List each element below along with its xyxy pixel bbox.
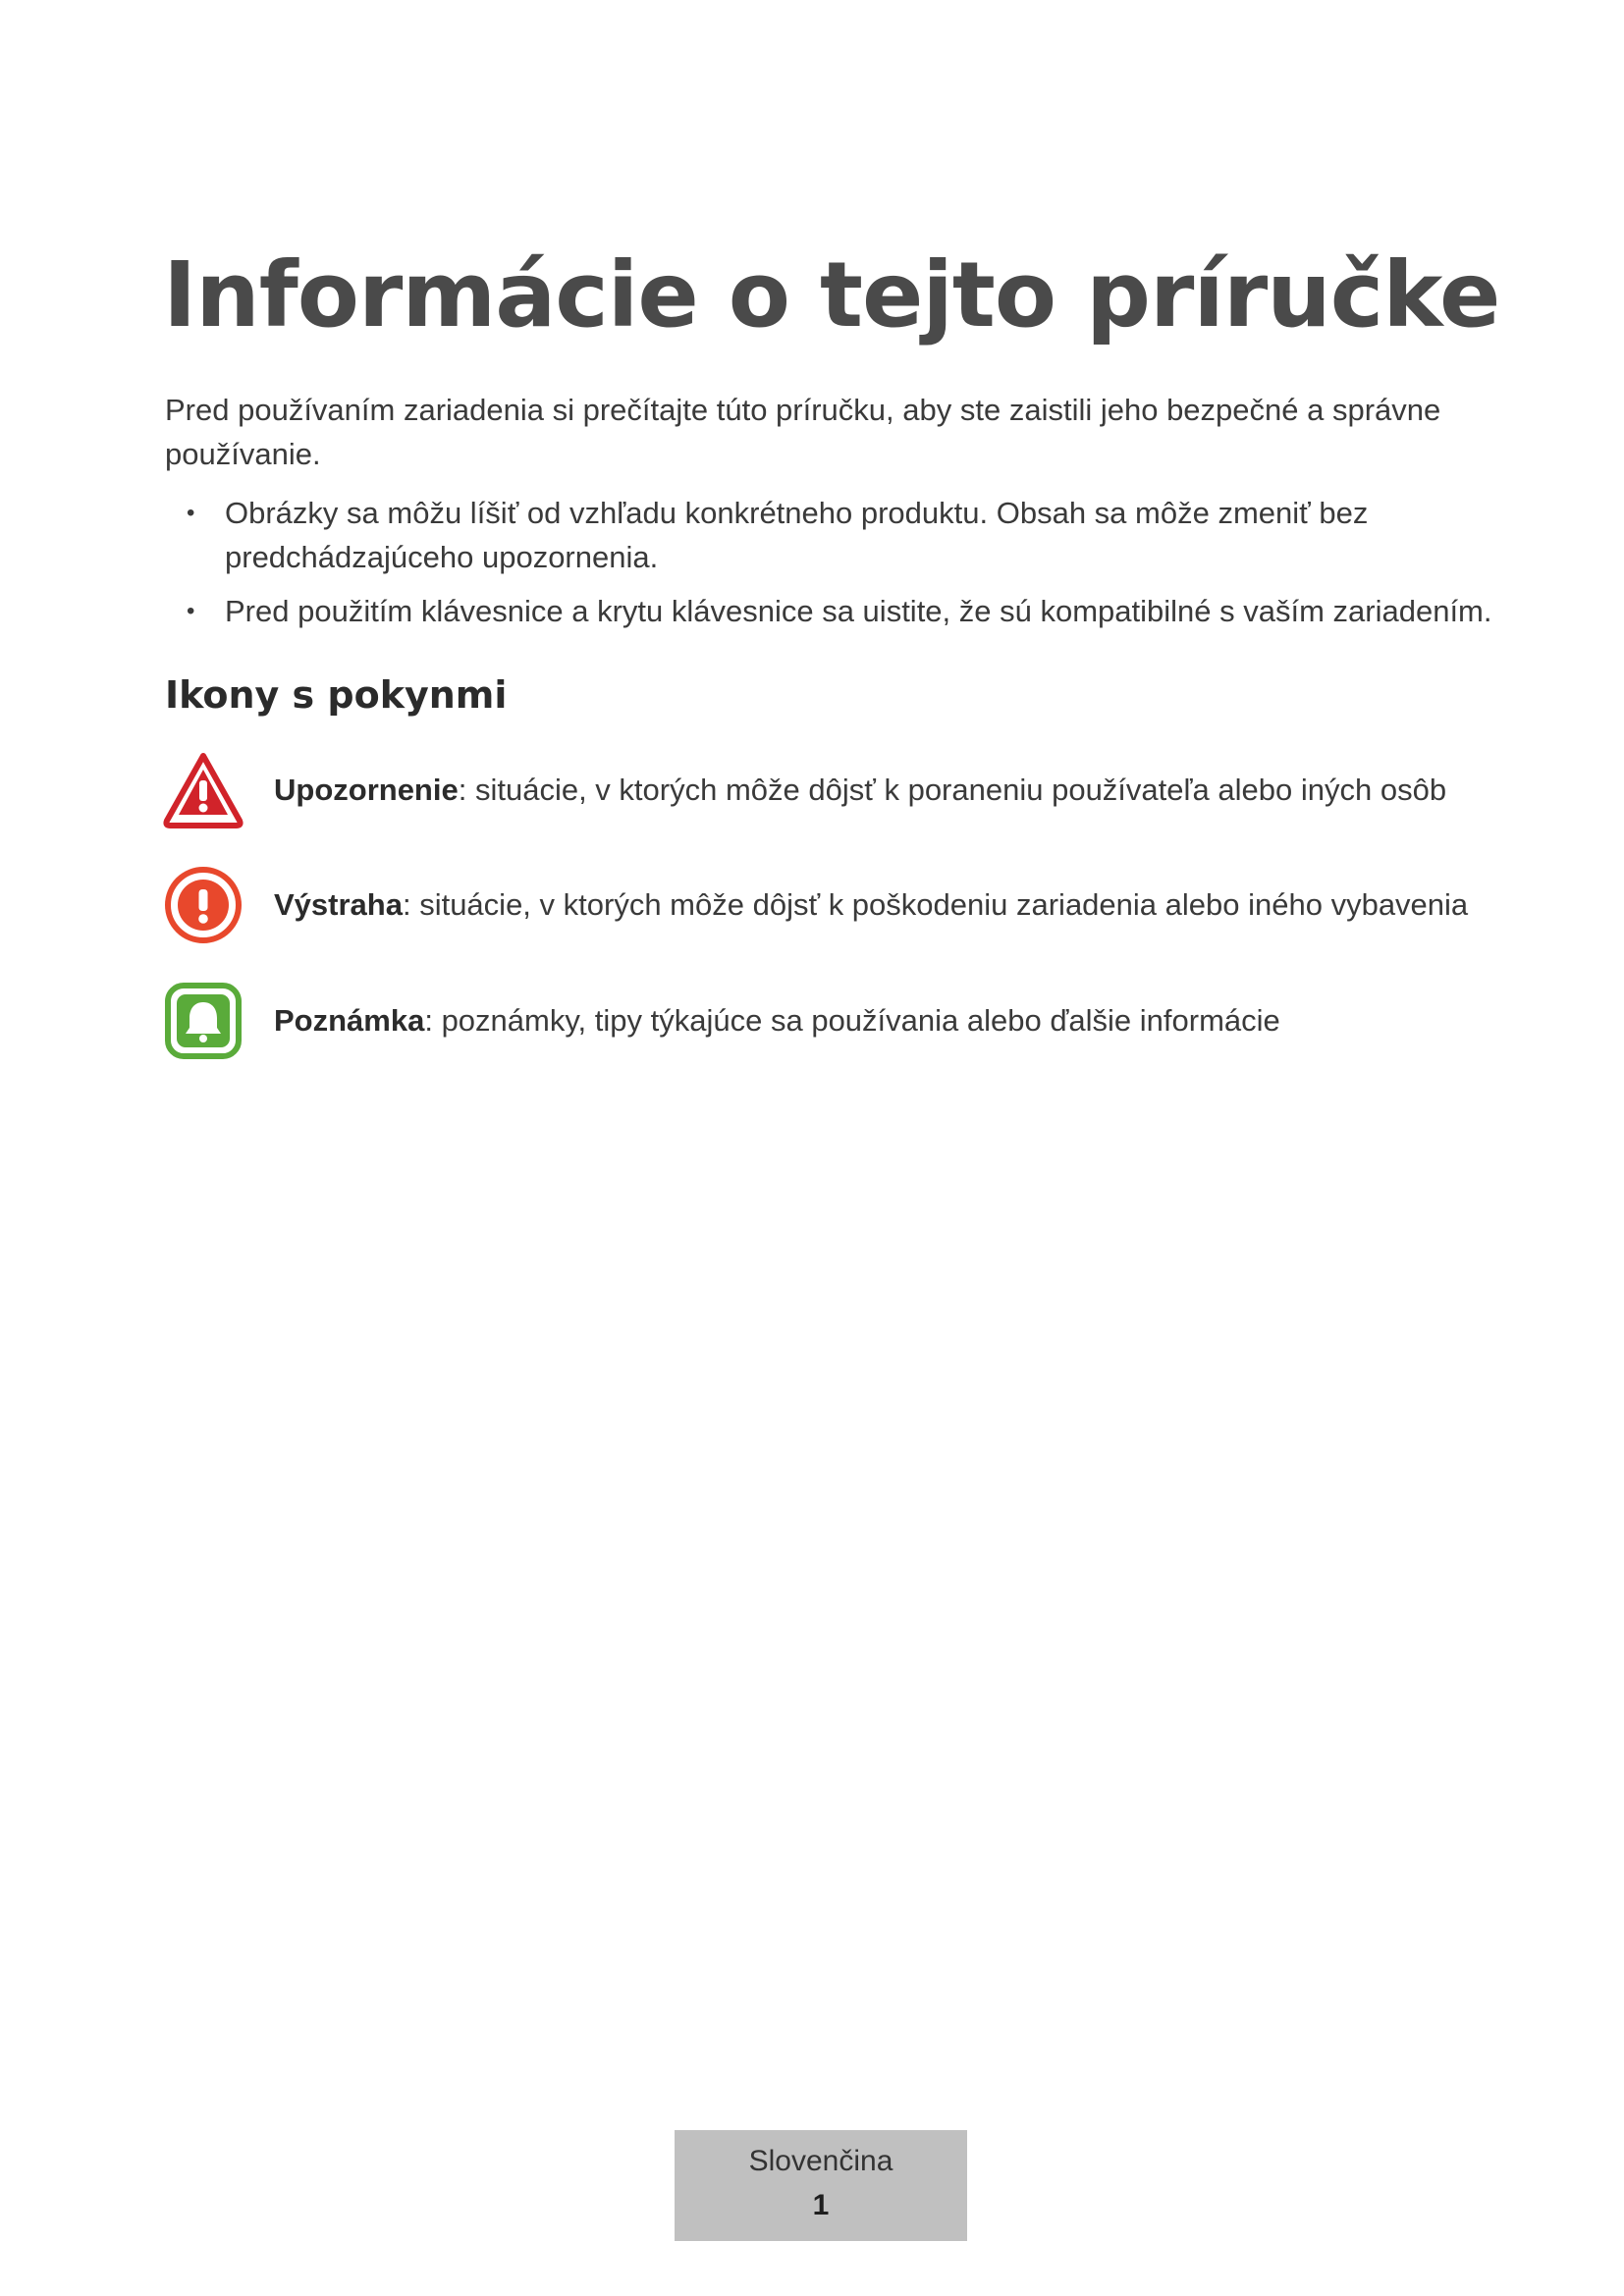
page-title: Informácie o tejto príručke xyxy=(163,242,1500,347)
page-footer xyxy=(675,2130,967,2241)
list-item-text: Obrázky sa môžu líšiť od vzhľadu konkrétneho produktu. Obsah sa môže zmeniť bez predchádzajúceho upozornenia. xyxy=(225,496,1369,574)
caution-circle-icon xyxy=(163,865,244,945)
instruction-icon-row-caution xyxy=(163,865,1518,945)
footer-language: Slovenčina xyxy=(748,2145,893,2177)
instruction-icon-row-warning xyxy=(163,750,1518,830)
list-item xyxy=(165,589,1500,633)
instruction-icon-row-note xyxy=(163,981,1518,1061)
instruction-description: : situácie, v ktorých môže dôjsť k poškodeniu zariadenia alebo iného vybavenia xyxy=(402,887,1469,922)
bullet-icon: • xyxy=(187,598,195,624)
instruction-term: Výstraha xyxy=(274,887,403,922)
warning-triangle-icon xyxy=(163,750,244,830)
list-item-text: Pred použitím klávesnice a krytu klávesnice sa uistite, že sú kompatibilné s vaším zariadením. xyxy=(225,594,1492,628)
instruction-description: : poznámky, tipy týkajúce sa používania alebo ďalšie informácie xyxy=(424,1003,1280,1038)
intro-paragraph: Pred používaním zariadenia si prečítajte túto príručku, aby ste zaistili jeho bezpečné a správne používanie. xyxy=(165,393,1441,471)
instruction-text xyxy=(274,1001,1280,1041)
instruction-term: Upozornenie xyxy=(274,773,459,807)
instruction-description: : situácie, v ktorých môže dôjsť k poraneniu používateľa alebo iných osôb xyxy=(458,773,1447,807)
list-item xyxy=(165,491,1500,579)
instruction-term: Poznámka xyxy=(274,1003,425,1038)
instruction-text xyxy=(274,771,1446,810)
bullet-list xyxy=(165,491,1500,643)
bullet-icon: • xyxy=(187,500,195,526)
note-bell-icon xyxy=(163,981,244,1061)
instruction-text xyxy=(274,885,1468,925)
page-number: 1 xyxy=(812,2189,830,2221)
section-heading: Ikony s pokynmi xyxy=(165,673,508,717)
